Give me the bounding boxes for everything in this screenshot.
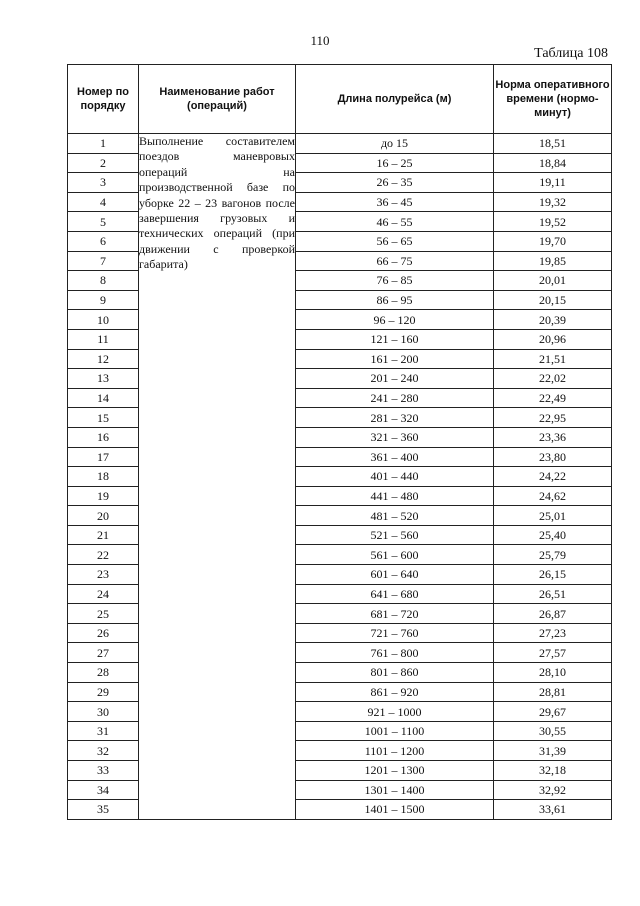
row-number: 24 <box>68 584 139 604</box>
row-number: 26 <box>68 623 139 643</box>
half-trip-length: 861 – 920 <box>296 682 494 702</box>
row-number: 6 <box>68 231 139 251</box>
row-number: 30 <box>68 702 139 722</box>
time-norm: 19,85 <box>494 251 612 271</box>
row-number: 12 <box>68 349 139 369</box>
time-norm: 26,51 <box>494 584 612 604</box>
row-number: 28 <box>68 663 139 683</box>
time-norm: 25,79 <box>494 545 612 565</box>
time-norm: 18,51 <box>494 134 612 154</box>
half-trip-length: 321 – 360 <box>296 427 494 447</box>
half-trip-length: 121 – 160 <box>296 329 494 349</box>
page-number: 110 <box>310 33 330 48</box>
row-number: 20 <box>68 506 139 526</box>
time-norm: 33,61 <box>494 800 612 820</box>
half-trip-length: 921 – 1000 <box>296 702 494 722</box>
row-number: 1 <box>68 134 139 154</box>
half-trip-length: 96 – 120 <box>296 310 494 330</box>
row-number: 13 <box>68 369 139 389</box>
half-trip-length: 1001 – 1100 <box>296 721 494 741</box>
half-trip-length: 401 – 440 <box>296 467 494 487</box>
time-norm: 21,51 <box>494 349 612 369</box>
half-trip-length: 1401 – 1500 <box>296 800 494 820</box>
table-body <box>68 134 612 820</box>
half-trip-length: 761 – 800 <box>296 643 494 663</box>
header-row <box>68 65 612 134</box>
row-number: 8 <box>68 271 139 291</box>
time-norm: 27,23 <box>494 623 612 643</box>
row-number: 10 <box>68 310 139 330</box>
time-norm: 22,02 <box>494 369 612 389</box>
row-number: 32 <box>68 741 139 761</box>
time-norm: 23,80 <box>494 447 612 467</box>
row-number: 29 <box>68 682 139 702</box>
time-norm: 24,22 <box>494 467 612 487</box>
time-norm: 20,39 <box>494 310 612 330</box>
time-norm: 19,11 <box>494 173 612 193</box>
half-trip-length: до 15 <box>296 134 494 154</box>
half-trip-length: 681 – 720 <box>296 604 494 624</box>
half-trip-length: 281 – 320 <box>296 408 494 428</box>
header-number: Номер по порядку <box>68 65 139 134</box>
half-trip-length: 721 – 760 <box>296 623 494 643</box>
header-work-name: Наименование работ (операций) <box>139 65 296 134</box>
row-number: 23 <box>68 565 139 585</box>
half-trip-length: 161 – 200 <box>296 349 494 369</box>
row-number: 3 <box>68 173 139 193</box>
row-number: 16 <box>68 427 139 447</box>
row-number: 5 <box>68 212 139 232</box>
half-trip-length: 66 – 75 <box>296 251 494 271</box>
half-trip-length: 561 – 600 <box>296 545 494 565</box>
row-number: 14 <box>68 388 139 408</box>
half-trip-length: 601 – 640 <box>296 565 494 585</box>
header-half-trip-length: Длина полурейса (м) <box>296 65 494 134</box>
table-caption: Таблица 108 <box>534 46 608 61</box>
row-number: 2 <box>68 153 139 173</box>
half-trip-length: 76 – 85 <box>296 271 494 291</box>
half-trip-length: 441 – 480 <box>296 486 494 506</box>
half-trip-length: 56 – 65 <box>296 231 494 251</box>
half-trip-length: 1101 – 1200 <box>296 741 494 761</box>
row-number: 4 <box>68 192 139 212</box>
time-norm: 26,15 <box>494 565 612 585</box>
time-norm: 19,70 <box>494 231 612 251</box>
row-number: 7 <box>68 251 139 271</box>
row-number: 22 <box>68 545 139 565</box>
half-trip-length: 641 – 680 <box>296 584 494 604</box>
row-number: 27 <box>68 643 139 663</box>
row-number: 11 <box>68 329 139 349</box>
half-trip-length: 16 – 25 <box>296 153 494 173</box>
row-number: 21 <box>68 525 139 545</box>
half-trip-length: 801 – 860 <box>296 663 494 683</box>
half-trip-length: 361 – 400 <box>296 447 494 467</box>
time-norm: 32,18 <box>494 761 612 781</box>
half-trip-length: 521 – 560 <box>296 525 494 545</box>
half-trip-length: 1201 – 1300 <box>296 761 494 781</box>
time-norm: 25,40 <box>494 525 612 545</box>
time-norm: 19,32 <box>494 192 612 212</box>
row-number: 9 <box>68 290 139 310</box>
time-norm: 18,84 <box>494 153 612 173</box>
half-trip-length: 36 – 45 <box>296 192 494 212</box>
row-number: 18 <box>68 467 139 487</box>
row-number: 17 <box>68 447 139 467</box>
row-number: 34 <box>68 780 139 800</box>
time-norm: 28,10 <box>494 663 612 683</box>
time-norm: 31,39 <box>494 741 612 761</box>
half-trip-length: 86 – 95 <box>296 290 494 310</box>
work-description: Выполнение составителем поездов маневровых операций на производственной базе по уборке 22 – 23 вагонов после завершения грузовых и технических операций (при движении с проверкой габарита) <box>139 134 296 820</box>
half-trip-length: 1301 – 1400 <box>296 780 494 800</box>
time-norm: 29,67 <box>494 702 612 722</box>
header-time-norm: Норма оперативного времени (нормо-минут) <box>494 65 612 134</box>
time-norm: 32,92 <box>494 780 612 800</box>
half-trip-length: 241 – 280 <box>296 388 494 408</box>
half-trip-length: 26 – 35 <box>296 173 494 193</box>
time-norm: 27,57 <box>494 643 612 663</box>
time-norm: 20,96 <box>494 329 612 349</box>
time-norm: 25,01 <box>494 506 612 526</box>
half-trip-length: 481 – 520 <box>296 506 494 526</box>
time-norm: 24,62 <box>494 486 612 506</box>
time-norm: 22,49 <box>494 388 612 408</box>
row-number: 35 <box>68 800 139 820</box>
row-number: 15 <box>68 408 139 428</box>
time-norm: 20,15 <box>494 290 612 310</box>
time-norm: 23,36 <box>494 427 612 447</box>
row-number: 33 <box>68 761 139 781</box>
table-row <box>68 134 612 154</box>
time-norm: 28,81 <box>494 682 612 702</box>
row-number: 31 <box>68 721 139 741</box>
half-trip-length: 46 – 55 <box>296 212 494 232</box>
row-number: 19 <box>68 486 139 506</box>
row-number: 25 <box>68 604 139 624</box>
time-norm: 26,87 <box>494 604 612 624</box>
time-norm: 19,52 <box>494 212 612 232</box>
time-norm: 20,01 <box>494 271 612 291</box>
half-trip-length: 201 – 240 <box>296 369 494 389</box>
time-norm: 22,95 <box>494 408 612 428</box>
norms-table <box>67 64 612 820</box>
time-norm: 30,55 <box>494 721 612 741</box>
